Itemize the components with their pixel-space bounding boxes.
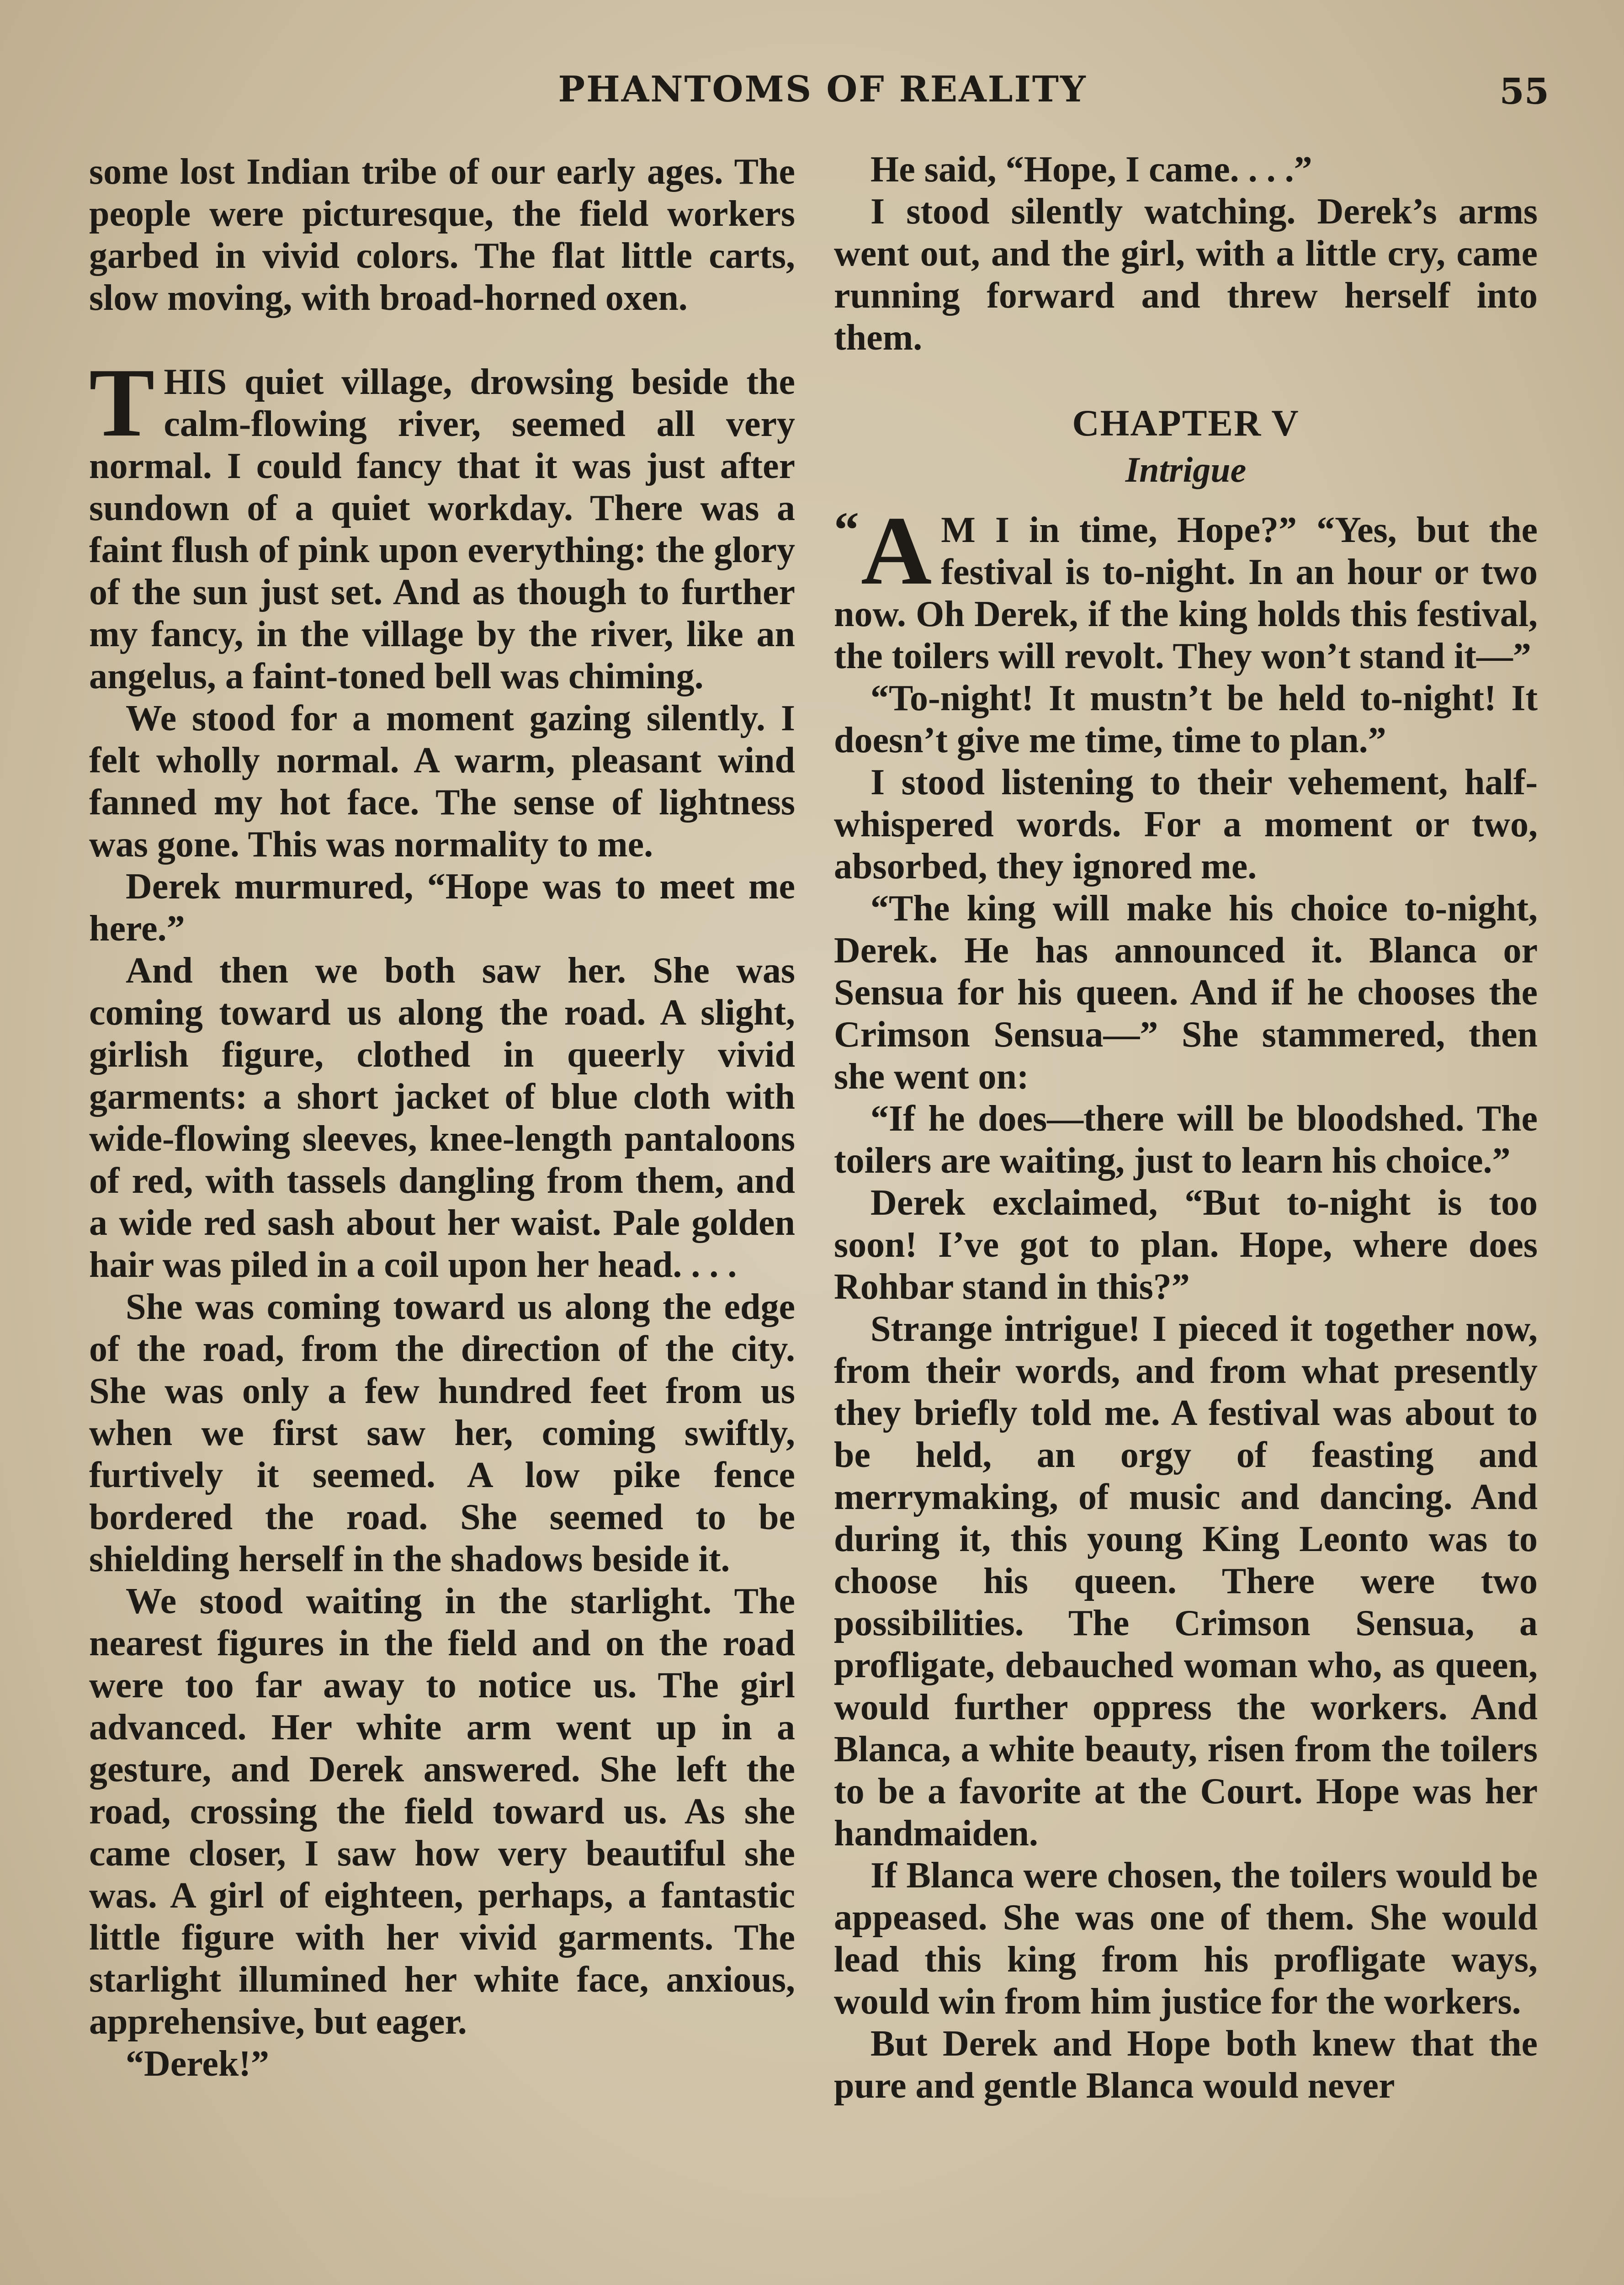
left-column (89, 151, 795, 2085)
paragraph-text: M I in time, Hope?” “Yes, but the festival is to-night. In an hour or two now. Oh Derek, if the king holds this festival, the toilers will revolt. They won’t stand it—” (834, 510, 1538, 676)
chapter-subtitle: Intrigue (1125, 450, 1247, 489)
drop-cap: T (89, 348, 155, 457)
paragraph: Derek murmured, “Hope was to meet me here.” (89, 866, 795, 949)
paragraph: Strange intrigue! I pieced it together now, from their words, and from what presently they briefly told me. A festival was about to be held, an orgy of feasting and merrymaking, of music and dancing. And during it, this young King Leonto was to choose his queen. There were two possibilities. The Crimson Sensua, a profligate, debauched woman who, as queen, would further oppress the workers. And Blanca, a white beauty, risen from the toilers to be a favorite at the Court. Hope was her handmaiden. (834, 1309, 1538, 1854)
paragraph: “If he does—there will be bloodshed. The toilers are waiting, just to learn his choice.” (834, 1099, 1538, 1181)
paragraph: I stood listening to their vehement, half-whispered words. For a moment or two, absorbed, they ignored me. (834, 762, 1538, 887)
paragraph: Derek exclaimed, “But to-night is too soon! I’ve got to plan. Hope, where does Rohbar stand in this?” (834, 1183, 1538, 1307)
page-number: 55 (1499, 71, 1549, 112)
paragraph-text: HIS quiet village, drowsing beside the calm-flowing river, seemed all very normal. I could fancy that it was just after sundown of a quiet workday. There was a faint flush of pink upon everything: the glory of the sun just set. And as though to further my fancy, in the village by the river, like an angelus, a faint-toned bell was chiming. (89, 362, 795, 696)
paragraph: He said, “Hope, I came. . . .” (870, 149, 1312, 190)
paragraph: “Derek!” (126, 2044, 269, 2084)
right-column (834, 149, 1538, 2107)
paragraph: We stood waiting in the starlight. The nearest figures in the field and on the road were too far away to notice us. The girl advanced. Her white arm went up in a gesture, and Derek answered. She left the road, crossing the field toward us. As she came closer, I saw how very beautiful she was. A girl of eighteen, perhaps, a fantastic little figure with her vivid garments. The starlight illumined her white face, anxious, apprehensive, but eager. (89, 1581, 795, 2042)
paragraph-dropcap (89, 348, 795, 697)
running-header: PHANTOMS OF REALITY (558, 69, 1087, 110)
paragraph-dropcap (834, 496, 1538, 677)
paragraph: We stood for a moment gazing silently. I felt wholly normal. A warm, pleasant wind fanned my hot face. The sense of lightness was gone. This was normality to me. (89, 698, 795, 865)
paragraph: “The king will make his choice to-night, Derek. He has announced it. Blanca or Sensua for his queen. And if he chooses the Crimson Sensua—” She stammered, then she went on: (834, 888, 1538, 1097)
paragraph: I stood silently watching. Derek’s arms went out, and the girl, with a little cry, came running forward and threw herself into them. (834, 191, 1538, 358)
open-quote: “ (834, 502, 859, 558)
paragraph: some lost Indian tribe of our early ages. The people were picturesque, the field workers garbed in vivid colors. The flat little carts, slow moving, with broad-horned oxen. (89, 152, 795, 318)
chapter-heading: CHAPTER V (1072, 402, 1300, 444)
paragraph: She was coming toward us along the edge of the road, from the direction of the city. She was only a few hundred feet from us when we first saw her, coming swiftly, furtively it seemed. A low pike fence bordered the road. She seemed to be shielding herself in the shadows beside it. (89, 1287, 795, 1579)
paragraph: “To-night! It mustn’t be held to-night! It doesn’t give me time, time to plan.” (834, 678, 1538, 760)
paragraph: And then we both saw her. She was coming toward us along the road. A slight, girlish figure, clothed in queerly vivid garments: a short jacket of blue cloth with wide-flowing sleeves, knee-length pantaloons of red, with tassels dangling from them, and a wide red sash about her waist. Pale golden hair was piled in a coil upon her head. . . . (89, 951, 795, 1285)
paragraph: If Blanca were chosen, the toilers would be appeased. She was one of them. She would lead this king from his profligate ways, would win from him justice for the workers. (834, 1855, 1538, 2022)
paragraph: But Derek and Hope both knew that the pure and gentle Blanca would never (834, 2024, 1538, 2106)
drop-cap: A (861, 496, 932, 605)
